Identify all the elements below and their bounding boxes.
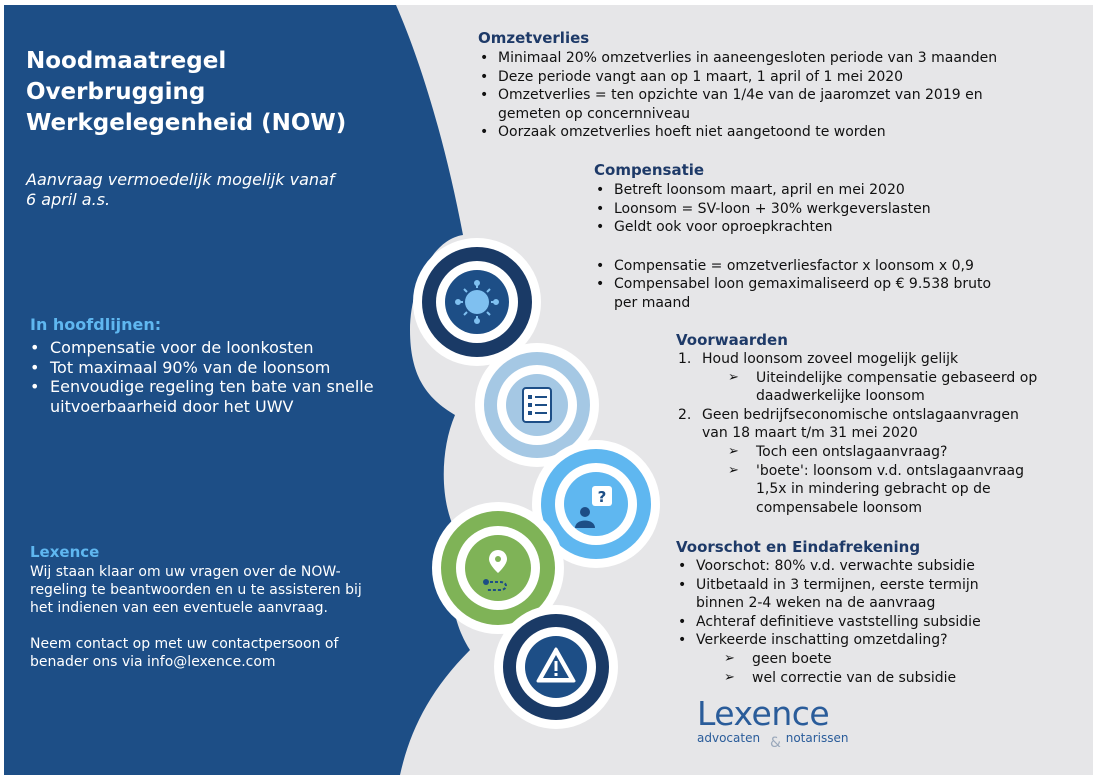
lexence-body (30, 563, 430, 671)
page-title (26, 46, 416, 139)
list-item: • Achteraf definitieve vaststelling subsidie (676, 613, 1076, 632)
list-item: • Tot maximaal 90% van de loonsom (30, 358, 450, 378)
logo-wordmark: Lexence (697, 694, 830, 733)
spacer (594, 237, 1054, 257)
sub-item-text: geen boete (752, 650, 832, 667)
arrow-icon: ➢ (724, 669, 735, 685)
title-line: Noodmaatregel (26, 48, 227, 74)
lexence-line: Wij staan klaar om uw vragen over de NOW- (30, 564, 341, 580)
voorwaarden-title: Voorwaarden (676, 331, 788, 349)
lexence-heading: Lexence (30, 543, 100, 561)
logo-tagline-right: notarissen (785, 731, 849, 745)
omzetverlies-title: Omzetverlies (478, 29, 590, 47)
hoofdlijnen-heading: In hoofdlijnen: (30, 315, 162, 334)
list-item: • Deze periode vangt aan op 1 maart, 1 april of 1 mei 2020 (478, 68, 1078, 87)
hoofdlijnen-list (30, 338, 450, 397)
sub-item-text: wel correctie van de subsidie (752, 669, 957, 686)
lexence-line: Neem contact op met uw contactpersoon of (30, 636, 339, 652)
omzetverlies-list (478, 49, 1078, 142)
compensatie-title: Compensatie (594, 161, 705, 179)
sub-item (724, 650, 1076, 669)
lexence-line: regeling te beantwoorden en u te assisteren bij (30, 582, 362, 598)
page-subtitle (26, 170, 406, 210)
item-text: Geen bedrijfseconomische ontslagaanvragen (702, 406, 1019, 423)
svg-text:&: & (770, 735, 781, 751)
sub-item-continuation: 1,5x in mindering gebracht op de (756, 481, 991, 498)
item-text: Houd loonsom zoveel mogelijk gelijk (702, 351, 959, 367)
spacer (30, 617, 430, 635)
item-number: 1. (678, 351, 692, 367)
numbered-item (678, 350, 1078, 369)
list-item: • Compensatie = omzetverliesfactor x loonsom x 0,9 (594, 257, 1054, 276)
arrow-icon: ➢ (728, 462, 739, 478)
sub-item (728, 443, 1078, 462)
svg-text:?: ? (597, 488, 607, 506)
sub-item-text: Toch een ontslagaanvraag? (756, 443, 948, 460)
sub-item-continuation: compensabele loonsom (756, 499, 922, 516)
list-item: • Loonsom = SV-loon + 30% werkgeverslasten (594, 200, 1054, 219)
lexence-line: benader ons via info@lexence.com (30, 654, 276, 670)
sub-item-continuation: daadwerkelijke loonsom (756, 388, 925, 405)
list-item: • Geldt ook voor oproepkrachten (594, 218, 1054, 237)
item-number: 2. (678, 406, 692, 423)
list-item: • Compensabel loon gemaximaliseerd op € 9.538 bruto (594, 275, 1054, 294)
list-item: • Minimaal 20% omzetverlies in aaneengesloten periode van 3 maanden (478, 49, 1078, 68)
list-item-continuation: per maand (614, 294, 691, 311)
item-continuation: van 18 maart t/m 31 mei 2020 (702, 425, 918, 442)
voorwaarden-list (678, 350, 1078, 517)
arrow-icon: ➢ (724, 650, 735, 666)
sub-item (724, 669, 1076, 688)
list-item-continuation: binnen 2-4 weken na de aanvraag (696, 595, 936, 612)
sub-item (728, 369, 1078, 388)
list-item-continuation: uitvoerbaarheid door het UWV (50, 397, 294, 416)
subtitle-line: Aanvraag vermoedelijk mogelijk vanaf (26, 170, 335, 189)
list-item-continuation: gemeten op concernniveau (498, 105, 691, 122)
lexence-line: het indienen van een eventuele aanvraag. (30, 600, 329, 616)
logo-tagline (697, 731, 848, 745)
numbered-item (678, 406, 1078, 425)
subtitle-line: 6 april a.s. (26, 190, 111, 209)
list-item: • Omzetverlies = ten opzichte van 1/4e van de jaaromzet van 2019 en (478, 86, 1078, 105)
title-line: Overbrugging (26, 79, 206, 105)
logo-tagline-left: advocaten (697, 731, 761, 745)
voorschot-list (676, 557, 1076, 687)
title-line: Werkgelegenheid (NOW) (26, 110, 347, 136)
list-item: • Compensatie voor de loonkosten (30, 338, 450, 358)
compensatie-list (594, 181, 1054, 313)
sub-item-text: 'boete': loonsom v.d. ontslagaanvraag (756, 462, 1025, 479)
voorschot-title: Voorschot en Eindafrekening (676, 538, 921, 556)
sub-item (728, 462, 1078, 481)
list-item: • Uitbetaald in 3 termijnen, eerste termijn (676, 576, 1076, 595)
list-item: • Verkeerde inschatting omzetdaling? (676, 631, 1076, 650)
sub-item-text: Uiteindelijke compensatie gebaseerd op (756, 369, 1038, 386)
arrow-icon: ➢ (728, 443, 739, 459)
lexence-logo (697, 694, 848, 745)
list-item: • Eenvoudige regeling ten bate van snelle (30, 377, 450, 397)
checklist-icon (523, 388, 551, 422)
arrow-icon: ➢ (728, 369, 739, 385)
list-item: • Voorschot: 80% v.d. verwachte subsidie (676, 557, 1076, 576)
list-item: • Betreft loonsom maart, april en mei 2020 (594, 181, 1054, 200)
list-item: • Oorzaak omzetverlies hoeft niet aangetoond te worden (478, 123, 1078, 142)
